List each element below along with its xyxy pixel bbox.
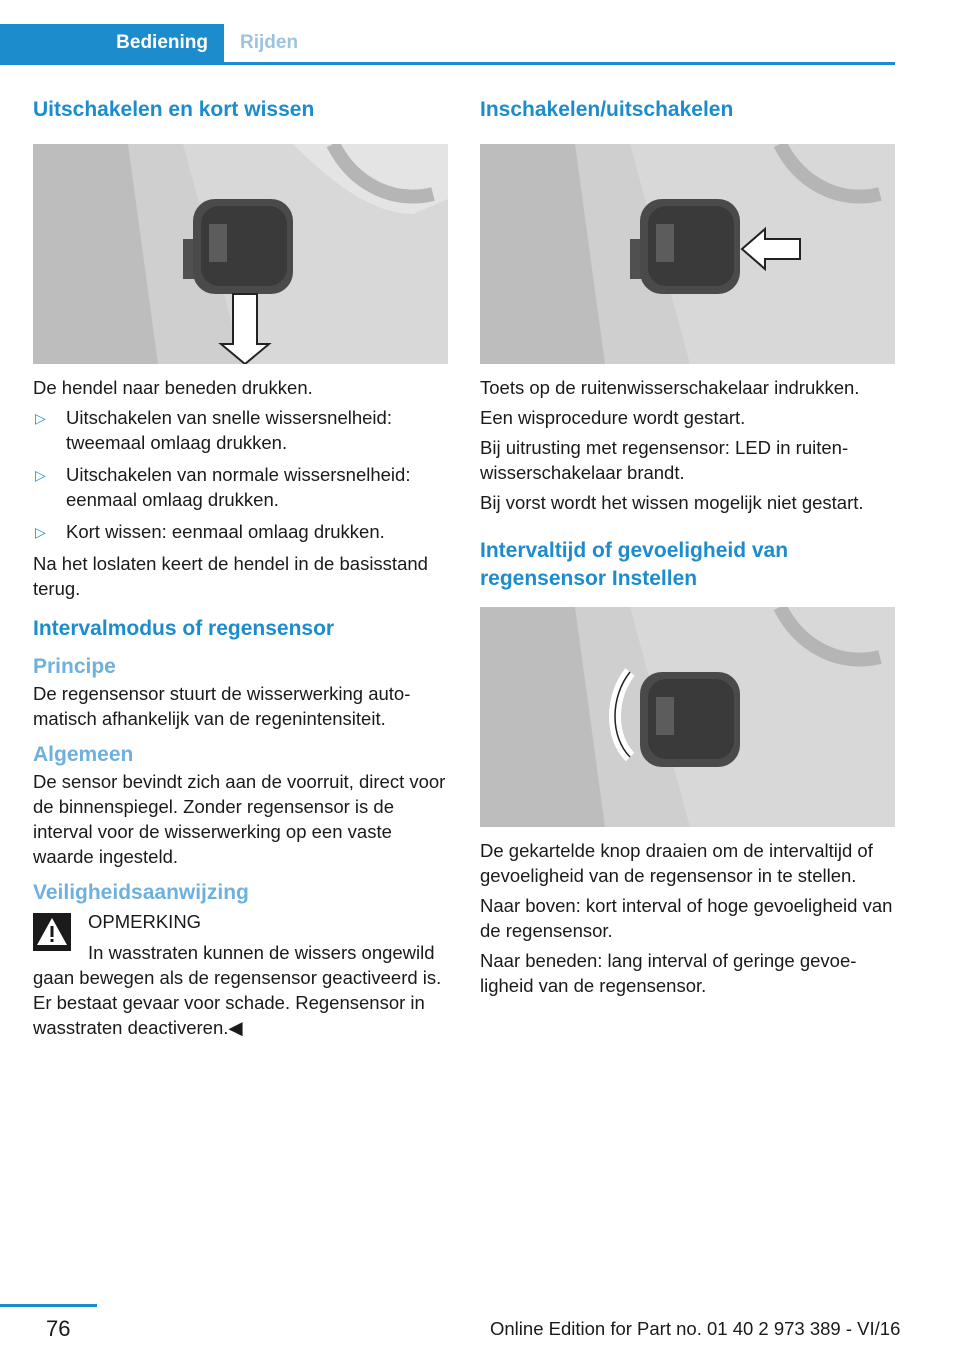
text-knop-draaien: De gekartelde knop draaien om de intervaltijd of gevoeligheid van de regensensor in te stellen. <box>480 840 873 886</box>
warning-block <box>33 909 448 1040</box>
triangle-bullet-icon: ▷ <box>35 410 46 426</box>
heading-intervaltijd: Intervaltijd of gevoeligheid van regensensor Instellen <box>480 539 789 590</box>
text-wisprocedure: Een wisprocedure wordt gestart. <box>480 407 746 428</box>
heading-inschakelen: Inschakelen/uitschakelen <box>480 98 734 121</box>
list-item <box>33 519 448 544</box>
list-item <box>33 462 448 512</box>
chapter-tabs <box>0 24 895 65</box>
list-item <box>33 405 448 455</box>
text-hendel-drukken: De hendel naar beneden drukken. <box>33 377 313 398</box>
text-vorst: Bij vorst wordt het wissen mogelijk niet gestart. <box>480 492 864 513</box>
subheading-veiligheid: Veiligheidsaanwijzing <box>33 881 249 904</box>
text-led: Bij uitrusting met regensensor: LED in ruitenwisserschakelaar brandt. <box>480 437 849 483</box>
text-toets-indrukken: Toets op de ruitenwisserschakelaar indrukken. <box>480 377 860 398</box>
text-basisstand: Na het loslaten keert de hendel in de basisstand terug. <box>33 553 428 599</box>
tab-rijden[interactable]: Rijden <box>240 32 299 53</box>
bullet-text: Uitschakelen van snelle wissersnelheid: tweemaal omlaag drukken. <box>66 407 392 453</box>
text-algemeen: De sensor bevindt zich aan de voorruit, direct voor de binnenspiegel. Zonder regensensor is de interval voor de wisserwerking op een vaste waarde ingesteld. <box>33 771 446 867</box>
heading-intervalmodus: Intervalmodus of regensensor <box>33 617 335 640</box>
figure-wiper-button-press <box>480 144 895 364</box>
subheading-algemeen: Algemeen <box>33 743 134 766</box>
right-column <box>480 96 895 998</box>
bullet-text: Uitschakelen van normale wissersnelheid: eenmaal omlaag drukken. <box>66 464 411 510</box>
bullet-list <box>33 405 448 544</box>
figure-knurled-knob <box>480 607 895 827</box>
figure-wiper-stalk-down <box>33 144 448 364</box>
tab-bediening[interactable]: Bediening <box>0 24 224 62</box>
triangle-bullet-icon: ▷ <box>35 467 46 483</box>
warning-text: In wasstraten kunnen de wissers ongewild gaan bewegen als de regensensor geactiveerd is. Er bestaat gevaar voor schade. Regensensor in wasstraten deactiveren.◀ <box>33 942 442 1038</box>
heading-uitschakelen: Uitschakelen en kort wissen <box>33 98 315 121</box>
text-naar-beneden: Naar beneden: lang interval of geringe gevoeligheid van de regensensor. <box>480 950 857 996</box>
warning-title: OPMERKING <box>88 911 202 932</box>
warning-triangle-icon <box>33 913 71 951</box>
edition-line: Online Edition for Part no. 01 40 2 973 389 - VI/16 <box>490 1318 901 1339</box>
triangle-bullet-icon: ▷ <box>35 524 46 540</box>
bullet-text: Kort wissen: eenmaal omlaag drukken. <box>66 521 385 542</box>
page-number: 76 <box>46 1316 71 1341</box>
left-column <box>33 96 448 1040</box>
text-naar-boven: Naar boven: kort interval of hoge gevoeligheid van de regensensor. <box>480 895 893 941</box>
subheading-principe: Principe <box>33 655 116 678</box>
footer-rule <box>0 1304 97 1307</box>
text-principe: De regensensor stuurt de wisserwerking automatisch afhankelijk van de regenintensiteit. <box>33 683 411 729</box>
